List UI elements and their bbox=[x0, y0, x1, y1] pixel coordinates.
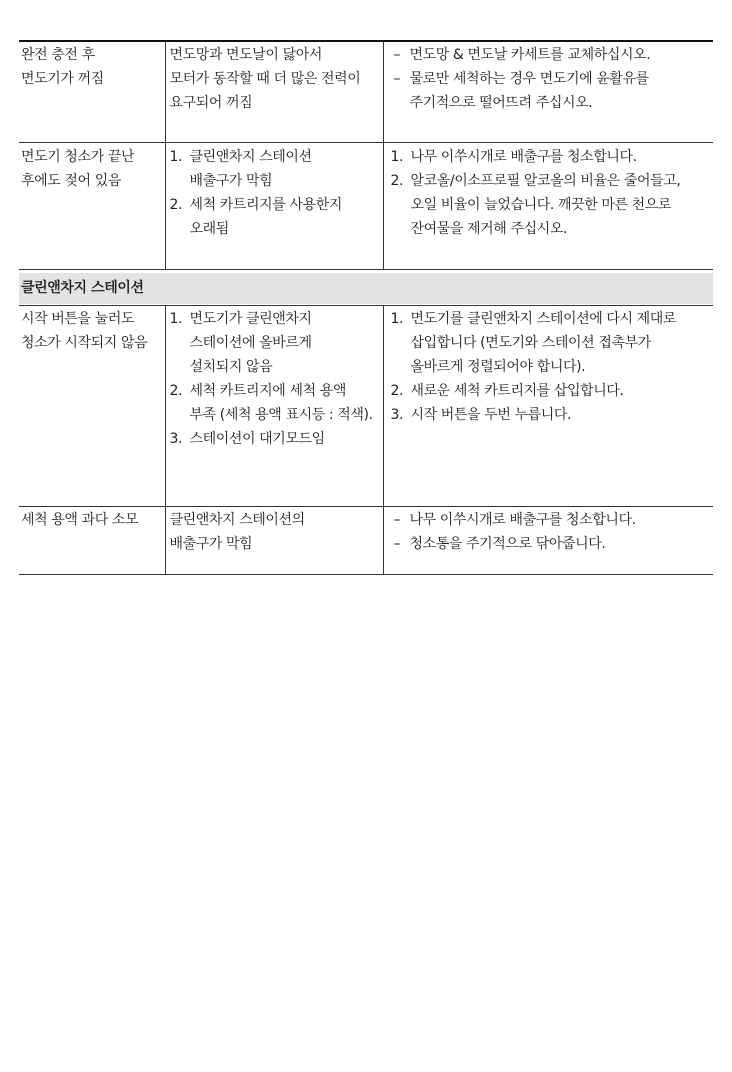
troubleshooting-sheet bbox=[19, 40, 713, 575]
cause-line: 요구되어 꺼짐 bbox=[169, 95, 253, 111]
cause-line: 면도망과 면도날이 닳아서 bbox=[169, 47, 322, 63]
section-header-cell bbox=[19, 270, 713, 306]
solution-continuation: 삽입합니다 (면도기와 스테이션 접촉부가 bbox=[410, 335, 651, 351]
cause-cell bbox=[165, 41, 383, 143]
solution-item bbox=[391, 403, 714, 427]
solution-text: 시작 버튼을 두번 누릅니다. bbox=[410, 407, 572, 423]
item-number: 2. bbox=[390, 173, 404, 189]
cause-item bbox=[170, 307, 383, 331]
solution-item bbox=[391, 67, 714, 91]
solution-text: 새로운 세척 카트리지를 삽입합니다. bbox=[410, 383, 624, 399]
solution-item bbox=[391, 532, 714, 556]
cause-text: 클린앤차지 스테이션 bbox=[189, 149, 312, 165]
cause-line: 배출구가 막힘 bbox=[169, 536, 253, 552]
solution-item bbox=[391, 169, 714, 193]
troubleshooting-table bbox=[19, 40, 713, 575]
item-number: 2. bbox=[390, 383, 404, 399]
cause-text: 면도기가 클린앤차지 bbox=[189, 311, 312, 327]
item-number: 3. bbox=[169, 431, 183, 447]
cause-cell bbox=[165, 507, 383, 575]
problem-cell bbox=[19, 41, 165, 143]
solution-continuation: 주기적으로 떨어뜨려 주십시오. bbox=[409, 95, 593, 111]
solution-cell bbox=[383, 507, 713, 575]
bullet-dash: – bbox=[393, 47, 401, 63]
section-header-row bbox=[19, 270, 713, 306]
cause-line: 클린앤차지 스테이션의 bbox=[169, 512, 305, 528]
problem-line: 후에도 젖어 있음 bbox=[21, 173, 121, 189]
table-row bbox=[19, 306, 713, 507]
cause-line: 모터가 동작할 때 더 많은 전력이 bbox=[169, 71, 361, 87]
cause-continuation: 배출구가 막힘 bbox=[189, 173, 273, 189]
solution-cell bbox=[383, 143, 713, 270]
solution-text: 물로만 세척하는 경우 면도기에 윤활유를 bbox=[409, 71, 649, 87]
item-number: 1. bbox=[169, 311, 183, 327]
section-title: 클린앤차지 스테이션 bbox=[19, 273, 713, 304]
cause-continuation: 스테이션에 올바르게 bbox=[189, 335, 312, 351]
solution-continuation: 오일 비율이 늘었습니다. 깨끗한 마른 천으로 bbox=[410, 197, 672, 213]
solution-text: 면도망 & 면도날 카세트를 교체하십시오. bbox=[409, 47, 651, 63]
problem-line: 청소가 시작되지 않음 bbox=[21, 335, 148, 351]
problem-line: 시작 버튼을 눌러도 bbox=[21, 311, 135, 327]
item-number: 3. bbox=[390, 407, 404, 423]
table-row bbox=[19, 41, 713, 143]
cause-item bbox=[170, 427, 383, 451]
solution-text: 청소통을 주기적으로 닦아줍니다. bbox=[409, 536, 606, 552]
solution-text: 알코올/이소프로필 알코올의 비율은 줄어들고, bbox=[410, 173, 681, 189]
problem-line: 세척 용액 과다 소모 bbox=[21, 512, 139, 528]
solution-item bbox=[391, 43, 714, 67]
problem-line: 면도기가 꺼짐 bbox=[21, 71, 104, 87]
solution-item bbox=[391, 379, 714, 403]
solution-text: 나무 이쑤시개로 배출구를 청소합니다. bbox=[410, 149, 637, 165]
solution-item bbox=[391, 307, 714, 331]
table-row bbox=[19, 143, 713, 270]
item-number: 1. bbox=[390, 311, 404, 327]
cause-item bbox=[170, 379, 383, 403]
bullet-dash: – bbox=[393, 536, 401, 552]
cause-cell bbox=[165, 143, 383, 270]
cause-continuation: 부족 (세척 용액 표시등 : 적색). bbox=[189, 407, 373, 423]
item-number: 1. bbox=[169, 149, 183, 165]
solution-continuation: 올바르게 정렬되어야 합니다). bbox=[410, 359, 586, 375]
cause-text: 세척 카트리지에 세척 용액 bbox=[189, 383, 347, 399]
solution-text: 나무 이쑤시개로 배출구를 청소합니다. bbox=[409, 512, 636, 528]
solution-cell bbox=[383, 306, 713, 507]
item-number: 1. bbox=[390, 149, 404, 165]
solution-cell bbox=[383, 41, 713, 143]
cause-continuation: 설치되지 않음 bbox=[189, 359, 273, 375]
problem-cell bbox=[19, 507, 165, 575]
bullet-dash: – bbox=[393, 71, 401, 87]
solution-continuation: 잔여물을 제거해 주십시오. bbox=[410, 221, 568, 237]
cause-continuation: 오래됨 bbox=[189, 221, 229, 237]
problem-line: 면도기 청소가 끝난 bbox=[21, 149, 135, 165]
cause-cell bbox=[165, 306, 383, 507]
problem-cell bbox=[19, 306, 165, 507]
solution-text: 면도기를 클린앤차지 스테이션에 다시 제대로 bbox=[410, 311, 677, 327]
cause-text: 스테이션이 대기모드임 bbox=[189, 431, 325, 447]
cause-text: 세척 카트리지를 사용한지 bbox=[189, 197, 342, 213]
cause-item bbox=[170, 193, 383, 217]
table-row bbox=[19, 507, 713, 575]
item-number: 2. bbox=[169, 383, 183, 399]
cause-item bbox=[170, 145, 383, 169]
item-number: 2. bbox=[169, 197, 183, 213]
problem-cell bbox=[19, 143, 165, 270]
solution-item bbox=[391, 508, 714, 532]
bullet-dash: – bbox=[393, 512, 401, 528]
solution-item bbox=[391, 145, 714, 169]
problem-line: 완전 충전 후 bbox=[21, 47, 95, 63]
